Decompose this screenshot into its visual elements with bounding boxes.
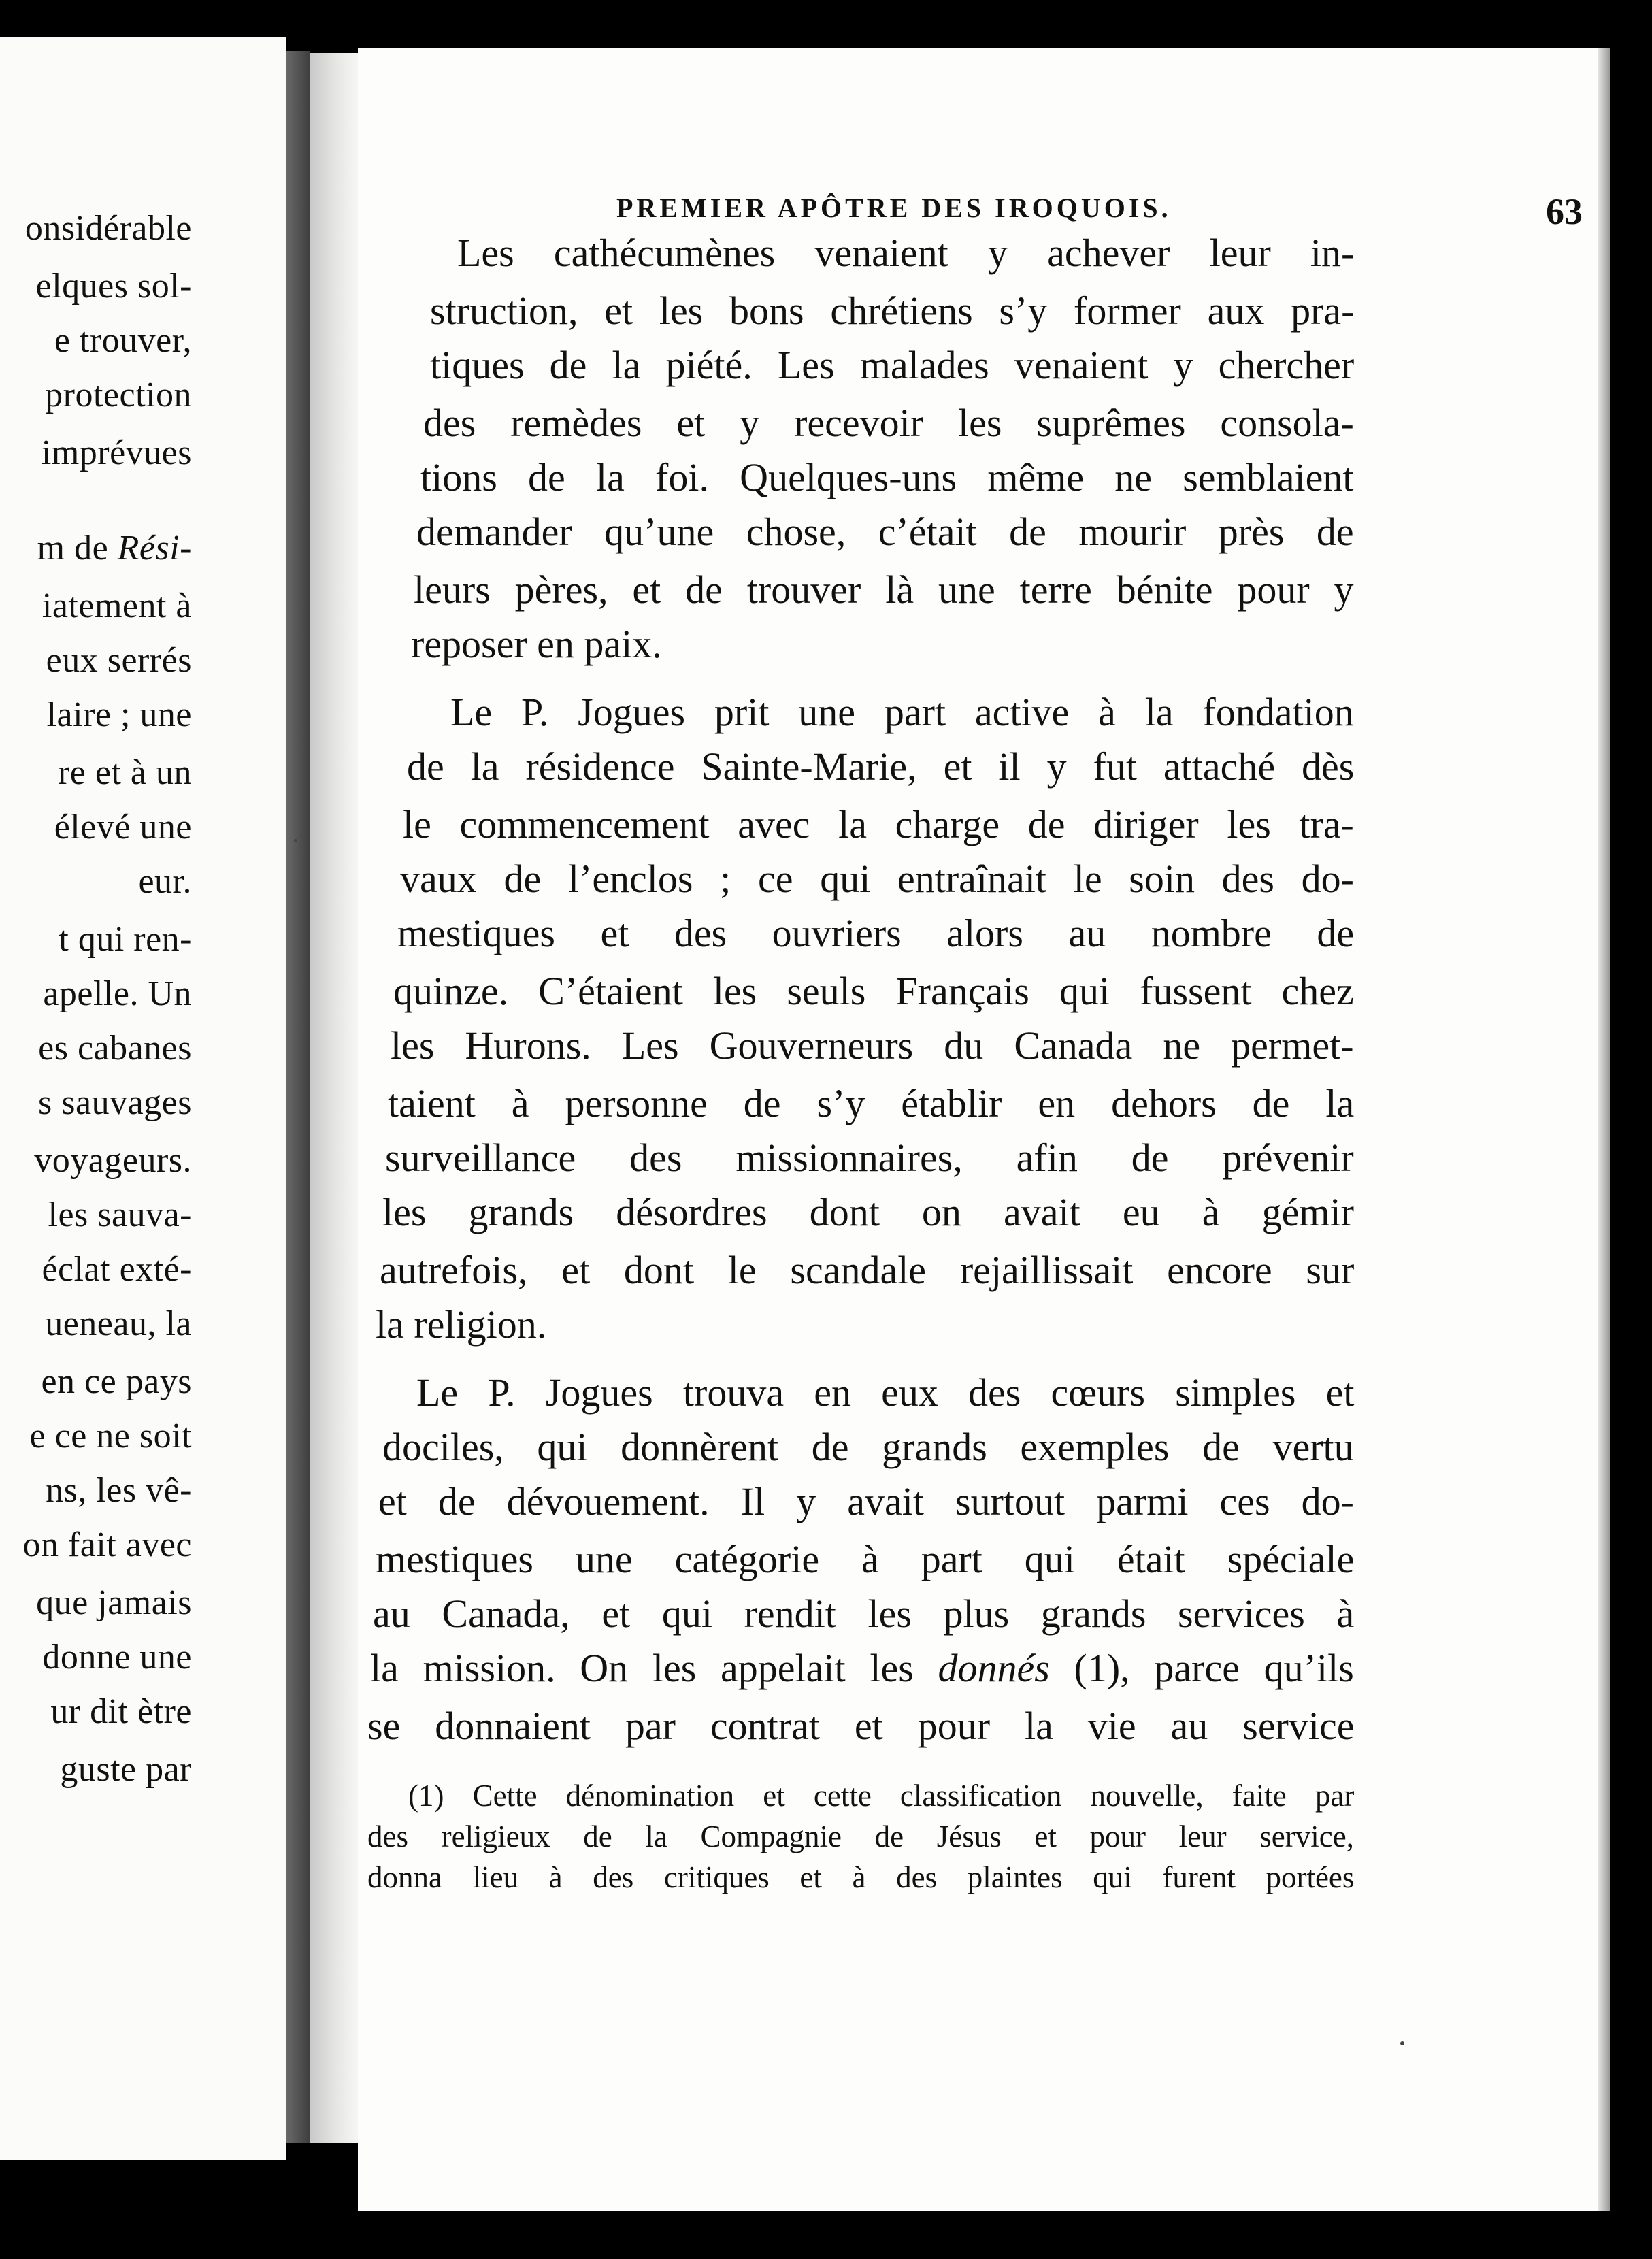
left-page-line: eux serrés — [46, 641, 192, 680]
book-page — [358, 48, 1598, 2211]
body-text-line: la mission. On les appelait les donnés (1), parce qu’ils — [370, 1646, 1354, 1690]
body-text-line: demander qu’une chose, c’était de mourir près de — [416, 510, 1354, 554]
body-text-line: dociles, qui donnèrent de grands exemples de vertu — [382, 1425, 1354, 1469]
left-page-line: apelle. Un — [43, 974, 192, 1013]
body-text-line: tions de la foi. Quelques-uns même ne semblaient — [420, 455, 1354, 499]
body-text-line: au Canada, et qui rendit les plus grands services à — [373, 1592, 1355, 1636]
left-page-line: élevé une — [54, 808, 192, 846]
footnote-line: (1) Cette dénomination et cette classification nouvelle, faite par — [408, 1779, 1355, 1813]
left-page-line: es cabanes — [38, 1029, 192, 1068]
body-text-line: se donnaient par contrat et pour la vie au service — [367, 1704, 1355, 1748]
left-page-line: e ce ne soit — [29, 1417, 192, 1455]
body-text-line: et de dévouement. Il y avait surtout parmi ces do- — [378, 1479, 1354, 1523]
left-page-line: ns, les vê- — [46, 1471, 192, 1510]
body-text-line: Le P. Jogues prit une part active à la fondation — [450, 690, 1354, 734]
body-text-line: autrefois, et dont le scandale rejaillissait encore sur — [380, 1248, 1355, 1292]
body-text-line: leurs pères, et de trouver là une terre bénite pour y — [414, 567, 1354, 612]
left-page-line: ueneau, la — [45, 1304, 192, 1343]
running-title: PREMIER APÔTRE DES IROQUOIS. — [616, 193, 1172, 223]
left-page-line: imprévues — [41, 433, 192, 472]
body-text-line: reposer en paix. — [411, 622, 662, 666]
left-page-line: protection — [45, 376, 192, 414]
body-text-line: vaux de l’enclos ; ce qui entraînait le soin des do- — [400, 857, 1354, 901]
left-page-line: t qui ren- — [59, 920, 192, 959]
left-page-line: on fait avec — [22, 1526, 192, 1564]
left-page-line: que jamais — [36, 1583, 192, 1622]
body-text-line: mestiques et des ouvriers alors au nombre de — [397, 911, 1355, 955]
left-page-line: laire ; une — [46, 695, 192, 734]
left-page-line: ur dit ètre — [50, 1692, 192, 1731]
left-page-line: elques sol- — [35, 267, 192, 306]
previous-page — [0, 37, 286, 2160]
body-text-line: struction, et les bons chrétiens s’y former aux pra- — [430, 288, 1355, 333]
page-number: 63 — [1546, 191, 1583, 232]
left-page-line: m de Rési- — [37, 529, 192, 567]
left-page-line: voyageurs. — [34, 1141, 192, 1180]
body-text-line: Les cathécumènes venaient y achever leur in- — [457, 231, 1355, 275]
left-page-line: e trouver, — [54, 321, 192, 360]
body-text-line: surveillance des missionnaires, afin de prévenir — [385, 1136, 1354, 1180]
left-page-line: donne une — [42, 1638, 192, 1677]
body-text-line: tiques de la piété. Les malades venaient y chercher — [430, 343, 1355, 387]
left-page-line: re et à un — [57, 753, 192, 792]
left-page-line: en ce pays — [41, 1362, 192, 1401]
body-text-line: les Hurons. Les Gouverneurs du Canada ne permet- — [391, 1023, 1354, 1068]
body-text-line: quinze. C’étaient les seuls Français qui fussent chez — [393, 969, 1354, 1013]
left-page-line: guste par — [60, 1750, 192, 1789]
left-page-line: onsidérable — [24, 209, 192, 248]
body-text-line: mestiques une catégorie à part qui était spéciale — [376, 1537, 1355, 1581]
left-page-line: eur. — [138, 862, 192, 901]
left-page-line: éclat exté- — [42, 1250, 192, 1289]
footnote-line: des religieux de la Compagnie de Jésus et pour leur service, — [367, 1819, 1354, 1853]
body-text-line: de la résidence Sainte-Marie, et il y fut attaché dès — [407, 744, 1355, 789]
body-text-line: taient à personne de s’y établir en dehors de la — [388, 1081, 1355, 1125]
body-text-line: les grands désordres dont on avait eu à gémir — [382, 1190, 1354, 1234]
left-page-line: iatement à — [42, 587, 192, 625]
body-text-line: Le P. Jogues trouva en eux des cœurs simples et — [416, 1370, 1355, 1415]
paper-speck — [1400, 2041, 1404, 2045]
gutter-shadow — [286, 51, 310, 2143]
body-text-line: la religion. — [376, 1302, 547, 1347]
footnote-line: donna lieu à des critiques et à des plaintes qui furent portées — [367, 1860, 1355, 1894]
page-edge — [1598, 48, 1610, 2211]
body-text-line: le commencement avec la charge de diriger les tra- — [403, 802, 1354, 846]
paper-speck — [294, 839, 297, 842]
left-page-line: les sauva- — [48, 1196, 192, 1234]
left-page-line: s sauvages — [38, 1083, 192, 1122]
gutter-shade — [310, 53, 358, 2143]
footnote — [358, 48, 1598, 2211]
body-text-line: des remèdes et y recevoir les suprêmes consola- — [423, 401, 1354, 445]
